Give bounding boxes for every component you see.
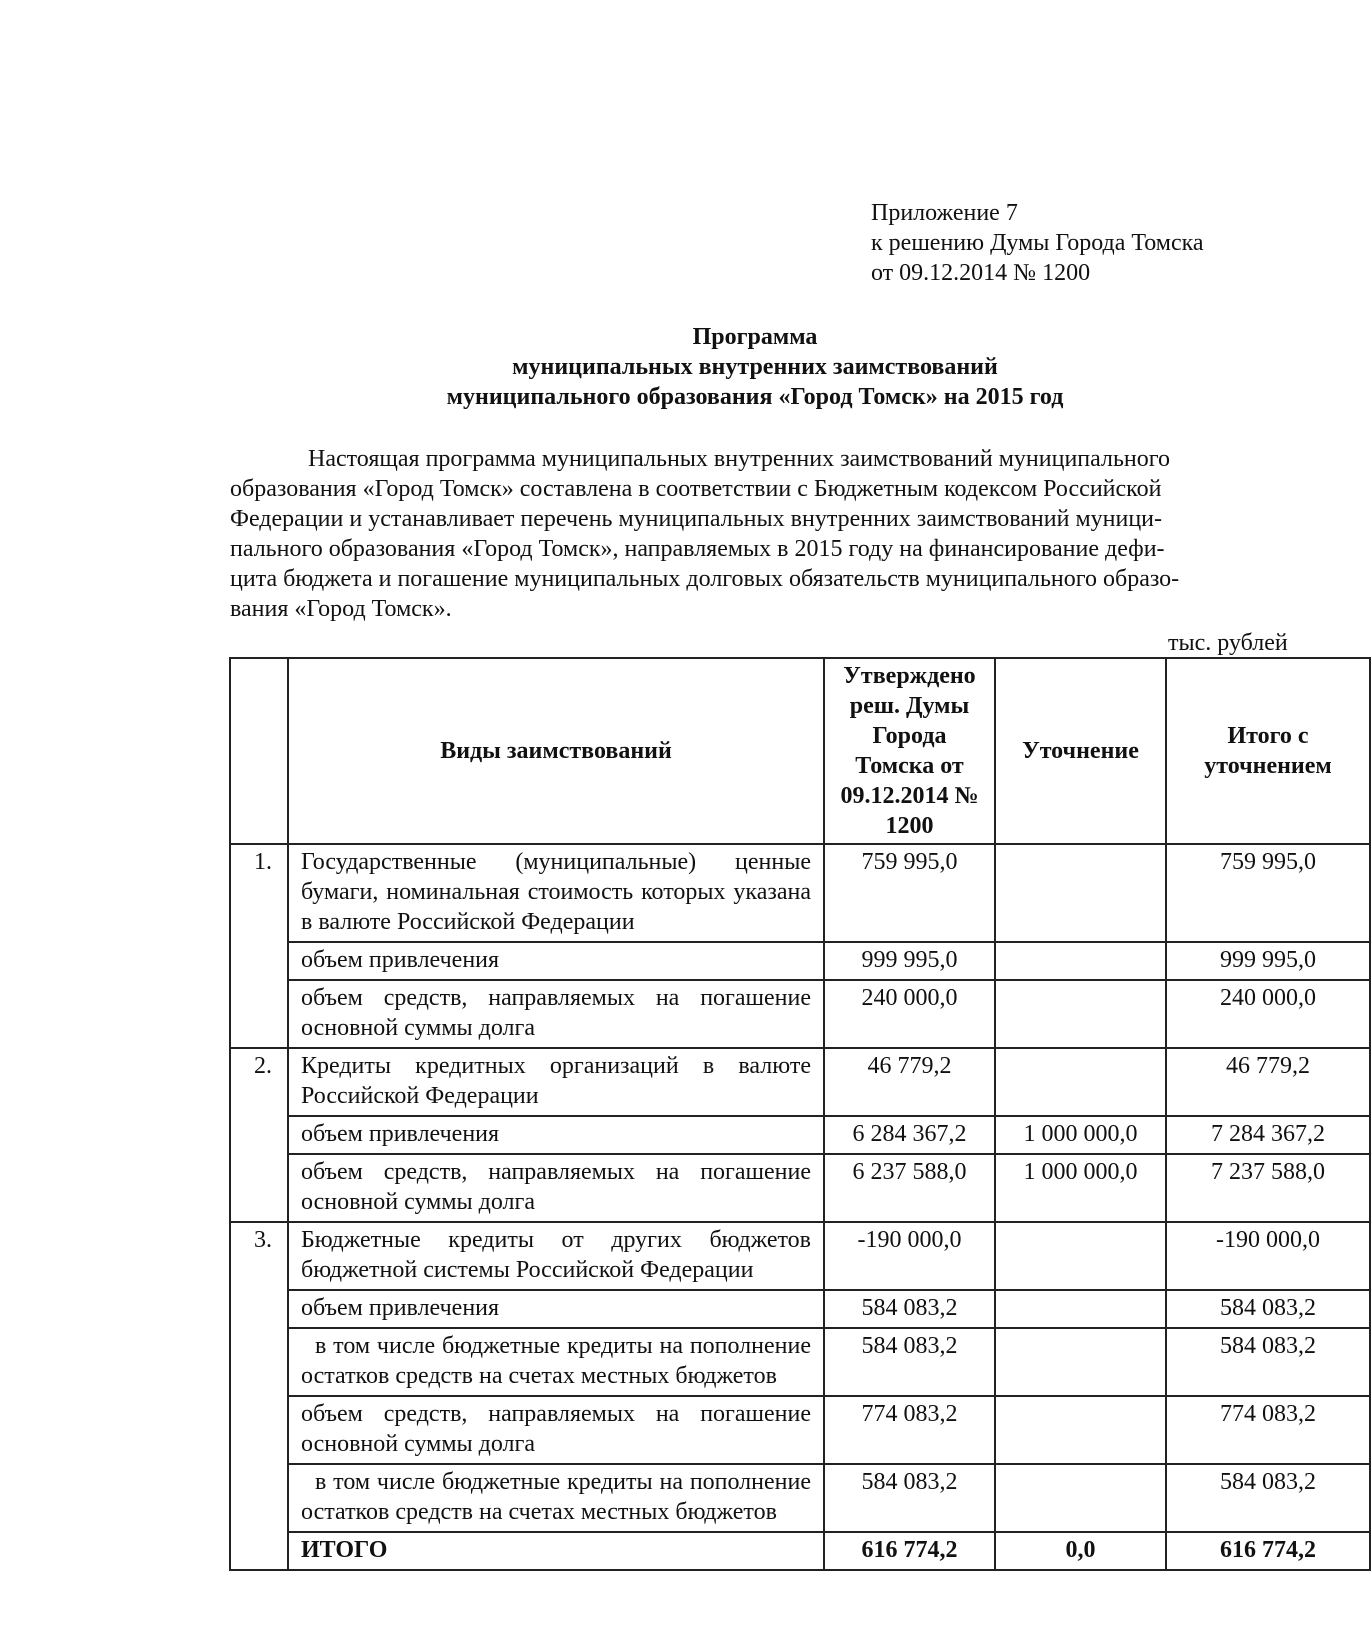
title-line-1: Программа [692, 324, 818, 350]
row-description: Государственные (муниципальные) ценные бумаги, номинальная стоимость которых указана в валюте Российской Федерации [288, 844, 824, 942]
row-total: -190 000,0 [1166, 1222, 1370, 1290]
row-index [230, 1396, 288, 1464]
header-kind: Виды заимствований [288, 658, 824, 844]
row-index: 2. [230, 1048, 288, 1116]
header-total: Итого с уточнением [1166, 658, 1370, 844]
table-row [230, 1048, 1370, 1116]
total-approved: 616 774,2 [824, 1532, 995, 1570]
table-row [230, 1396, 1370, 1464]
row-approved: 584 083,2 [824, 1290, 995, 1328]
row-total: 7 237 588,0 [1166, 1154, 1370, 1222]
borrowings-table [229, 657, 1371, 1571]
intro-paragraph [230, 444, 1330, 624]
units-label: тыс. рублей [1168, 630, 1288, 656]
row-change [995, 1396, 1166, 1464]
row-description: объем привлечения [288, 942, 824, 980]
row-index [230, 1464, 288, 1532]
title-line-3: муниципального образования «Город Томск» на 2015 год [446, 384, 1064, 410]
row-description: в том числе бюджетные кредиты на пополнение остатков средств на счетах местных бюджетов [288, 1328, 824, 1396]
intro-line: Федерации и устанавливает перечень муниципальных внутренних заимствований муници- [230, 506, 1163, 532]
row-total: 240 000,0 [1166, 980, 1370, 1048]
row-index [230, 942, 288, 980]
table-row [230, 1222, 1370, 1290]
intro-line: цита бюджета и погашение муниципальных долговых обязательств муниципального образо- [230, 566, 1180, 592]
row-approved: 584 083,2 [824, 1328, 995, 1396]
table-row [230, 942, 1370, 980]
row-change [995, 980, 1166, 1048]
row-approved: 46 779,2 [824, 1048, 995, 1116]
row-total: 774 083,2 [1166, 1396, 1370, 1464]
row-change: 1 000 000,0 [995, 1116, 1166, 1154]
table-row [230, 1290, 1370, 1328]
table-row [230, 1328, 1370, 1396]
row-index [230, 1154, 288, 1222]
row-description: Бюджетные кредиты от других бюджетов бюджетной системы Российской Федерации [288, 1222, 824, 1290]
row-description: объем привлечения [288, 1116, 824, 1154]
row-approved: 6 284 367,2 [824, 1116, 995, 1154]
row-change [995, 1328, 1166, 1396]
row-description: в том числе бюджетные кредиты на пополнение остатков средств на счетах местных бюджетов [288, 1464, 824, 1532]
intro-line: вания «Город Томск». [230, 596, 452, 622]
row-description: объем средств, направляемых на погашение основной суммы долга [288, 1154, 824, 1222]
row-approved: 240 000,0 [824, 980, 995, 1048]
row-index: 3. [230, 1222, 288, 1290]
row-total: 584 083,2 [1166, 1290, 1370, 1328]
document-title [230, 322, 1280, 412]
appendix-decision: к решению Думы Города Томска [871, 230, 1204, 256]
table-row [230, 1154, 1370, 1222]
total-row [230, 1532, 1370, 1570]
row-change [995, 1290, 1166, 1328]
row-change [995, 1222, 1166, 1290]
row-approved: 6 237 588,0 [824, 1154, 995, 1222]
total-total: 616 774,2 [1166, 1532, 1370, 1570]
row-description: объем средств, направляемых на погашение основной суммы долга [288, 980, 824, 1048]
row-index [230, 1328, 288, 1396]
intro-line: образования «Город Томск» составлена в соответствии с Бюджетным кодексом Российской [230, 476, 1162, 502]
row-approved: 774 083,2 [824, 1396, 995, 1464]
row-index [230, 1116, 288, 1154]
row-total: 584 083,2 [1166, 1328, 1370, 1396]
row-description: объем привлечения [288, 1290, 824, 1328]
total-change: 0,0 [995, 1532, 1166, 1570]
table-row [230, 1464, 1370, 1532]
header-approved: Утверждено реш. Думы Города Томска от 09.12.2014 № 1200 [824, 658, 995, 844]
table-row [230, 844, 1370, 942]
table-row [230, 1116, 1370, 1154]
appendix-number: Приложение 7 [871, 200, 1018, 226]
title-line-2: муниципальных внутренних заимствований [512, 354, 998, 380]
row-approved: -190 000,0 [824, 1222, 995, 1290]
row-change: 1 000 000,0 [995, 1154, 1166, 1222]
row-index [230, 1290, 288, 1328]
row-description: объем средств, направляемых на погашение основной суммы долга [288, 1396, 824, 1464]
row-total: 7 284 367,2 [1166, 1116, 1370, 1154]
header-change: Уточнение [995, 658, 1166, 844]
header-num [230, 658, 288, 844]
intro-line: Настоящая программа муниципальных внутренних заимствований муниципального [308, 446, 1171, 472]
row-total: 584 083,2 [1166, 1464, 1370, 1532]
row-index: 1. [230, 844, 288, 942]
intro-line: пального образования «Город Томск», направляемых в 2015 году на финансирование дефи- [230, 536, 1165, 562]
total-label: ИТОГО [288, 1532, 824, 1570]
appendix-date: от 09.12.2014 № 1200 [871, 260, 1091, 286]
borrowings-table-wrap [229, 657, 1371, 1571]
row-change [995, 844, 1166, 942]
row-approved: 759 995,0 [824, 844, 995, 942]
row-change [995, 942, 1166, 980]
total-index [230, 1532, 288, 1570]
row-change [995, 1048, 1166, 1116]
row-total: 46 779,2 [1166, 1048, 1370, 1116]
table-row [230, 980, 1370, 1048]
row-description: Кредиты кредитных организаций в валюте Российской Федерации [288, 1048, 824, 1116]
row-approved: 999 995,0 [824, 942, 995, 980]
appendix-block [871, 198, 1204, 288]
row-total: 999 995,0 [1166, 942, 1370, 980]
table-header-row [230, 658, 1370, 844]
row-change [995, 1464, 1166, 1532]
row-approved: 584 083,2 [824, 1464, 995, 1532]
row-total: 759 995,0 [1166, 844, 1370, 942]
row-index [230, 980, 288, 1048]
